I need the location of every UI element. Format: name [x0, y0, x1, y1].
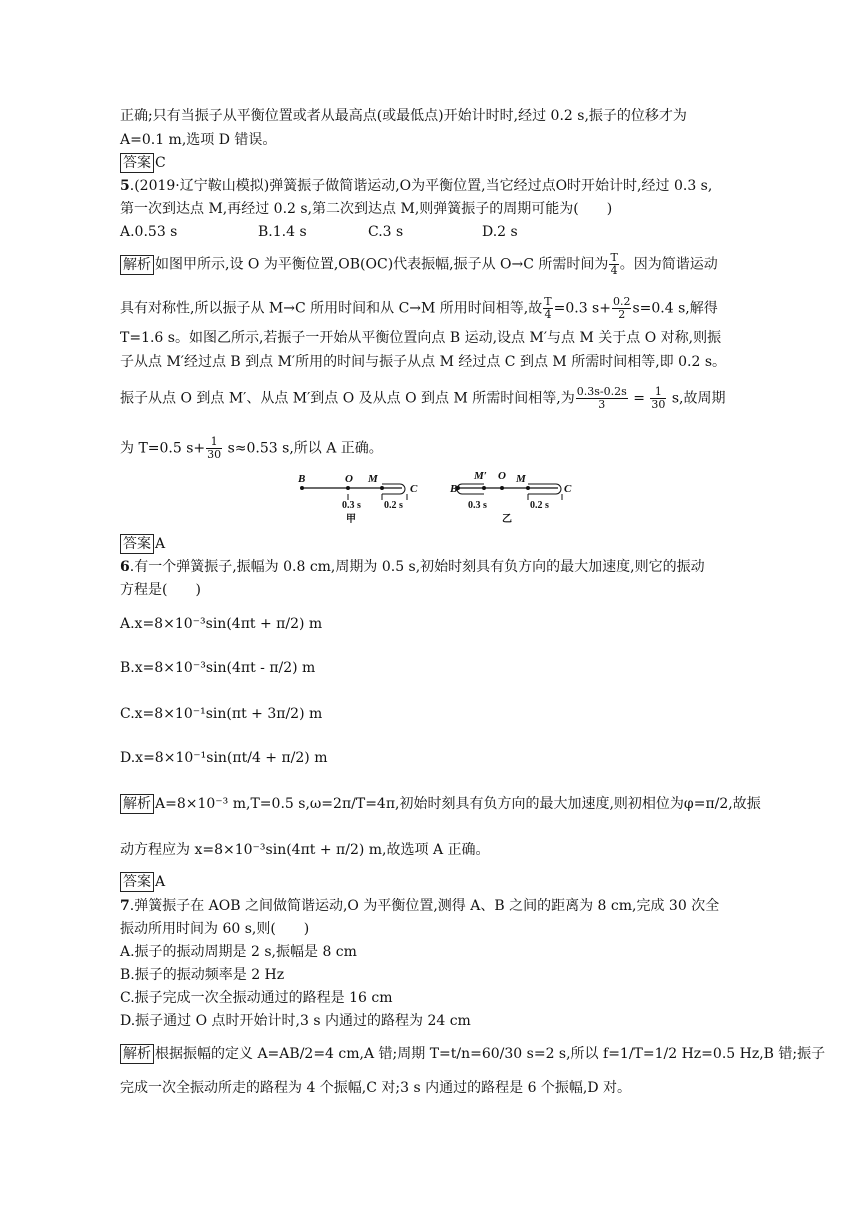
q4-answer: C [155, 155, 166, 171]
q5-analysis-5a: 振子从点 O 到点 M′、从点 M′到点 O 及从点 O 到点 M 所需时间相等,为 [120, 390, 575, 407]
point-m-yi [526, 486, 530, 490]
q5-analysis-line-3: T=1.6 s。如图乙所示,若振子一开始从平衡位置向点 B 运动,设点 M′与点 M 关于点 O 对称,则振 [120, 330, 722, 346]
loop-arrow-yi-left [457, 484, 484, 494]
q5-option-a: A.0.53 s [120, 224, 178, 240]
answer-tag: 答案 [120, 872, 154, 892]
q6-answer: A [155, 874, 166, 890]
q7-analysis-line-1 [120, 1044, 826, 1064]
q5-option-c: C.3 s [368, 224, 404, 240]
point-o-jia [346, 486, 350, 490]
q5-analysis-line-6 [120, 436, 748, 461]
prev-analysis-line-2: A=0.1 m,选项 D 错误。 [120, 132, 277, 148]
q7-stem-line-2: 振动所用时间为 60 s,则( ) [120, 921, 310, 937]
q7-analysis-1: 根据振幅的定义 A=AB/2=4 cm,A 错;周期 T=t/n=60/30 s=2 s,所以 f=1/T=1/2 Hz=0.5 Hz,B 错;振子 [155, 1046, 826, 1062]
answer-tag: 答案 [120, 153, 154, 173]
label-mp-yi: M′ [474, 470, 487, 482]
q5-analysis-2b: =0.3 s+ [553, 300, 611, 317]
q6-option-a: A.x=8×10⁻³sin(4πt + π/2) m [120, 616, 323, 632]
q7-number: 7 [120, 898, 130, 914]
q5-answer: A [155, 536, 166, 552]
q5-option-d: D.2 s [482, 224, 518, 240]
analysis-tag: 解析 [120, 255, 154, 275]
q7-option-a: A.振子的振动周期是 2 s,振幅是 8 cm [120, 944, 357, 960]
q5-option-b: B.1.4 s [258, 224, 307, 240]
q6-option-b: B.x=8×10⁻³sin(4πt - π/2) m [120, 660, 316, 676]
loop-arrow-yi-right [528, 484, 561, 494]
q5-analysis-line-4: 子从点 M′经过点 B 到点 M′所用的时间与振子从点 M 经过点 C 到点 M 所需时间相等,即 0.2 s。 [120, 354, 726, 370]
label-yi: 乙 [502, 514, 512, 525]
label-b-yi: B [450, 483, 458, 495]
fraction-1-over-30: $\frac{1}{30}$ [651, 385, 666, 411]
point-m-jia [380, 486, 384, 490]
q6-option-d: D.x=8×10⁻¹sin(πt/4 + π/2) m [120, 750, 328, 766]
fraction-t-over-4: $\frac{T}{4}$ [610, 251, 618, 277]
q5-analysis-6b: s≈0.53 s,所以 A 正确。 [227, 440, 383, 457]
label-c-yi: C [564, 483, 572, 495]
q5-analysis-1b: 。因为简谐运动 [619, 256, 718, 273]
q7-stem-1: .弹簧振子在 AOB 之间做简谐运动,O 为平衡位置,测得 A、B 之间的距离为 8 cm,完成 30 次全 [129, 898, 720, 914]
label-03s-yi: 0.3 s [468, 500, 487, 511]
q7-option-c: C.振子完成一次全振动通过的路程是 16 cm [120, 990, 393, 1006]
q6-stem-1: .有一个弹簧振子,振幅为 0.8 cm,周期为 0.5 s,初始时刻具有负方向的最大加速度,则它的振动 [129, 559, 705, 575]
q5-stem-line-1 [120, 176, 748, 196]
label-b-jia: B [298, 473, 306, 485]
q6-analysis-1: A=8×10⁻³ m,T=0.5 s,ω=2π/T=4π,初始时刻具有负方向的最大加速度,则初相位为φ=π/2,故振 [155, 796, 761, 812]
q5-stem-1: .(2019·辽宁鞍山模拟)弹簧振子做简谐运动,O为平衡位置,当它经过点O时开始计时,经过 0.3 s, [129, 178, 713, 194]
q5-answer-row [120, 534, 748, 554]
q6-answer-row [120, 872, 748, 892]
label-m-jia: M [368, 473, 378, 485]
answer-tag: 答案 [120, 534, 154, 554]
label-o-yi: O [498, 470, 506, 482]
q5-analysis-line-1 [120, 252, 748, 277]
q6-option-c: C.x=8×10⁻¹sin(πt + 3π/2) m [120, 706, 323, 722]
prev-analysis-line-1: 正确;只有当振子从平衡位置或者从最高点(或最低点)开始计时时,经过 0.2 s,振子的位移才为 [120, 108, 687, 124]
point-mp-yi [482, 486, 486, 490]
q5-analysis-2a: 具有对称性,所以振子从 M→C 所用时间和从 C→M 所用时间相等,故 [120, 300, 543, 317]
fraction-big: $\frac{0.3s-0.2s}{3}$ [576, 385, 627, 411]
q7-option-b: B.振子的振动频率是 2 Hz [120, 967, 285, 983]
q7-option-d: D.振子通过 O 点时开始计时,3 s 内通过的路程为 24 cm [120, 1013, 471, 1029]
oscillation-diagram [290, 466, 580, 526]
analysis-tag: 解析 [120, 794, 154, 814]
q5-number: 5 [120, 178, 130, 194]
q5-stem-line-2: 第一次到达点 M,再经过 0.2 s,第二次到达点 M,则弹簧振子的周期可能为( ) [120, 201, 613, 217]
fraction-02-over-2: $\frac{0.2}{2}$ [612, 295, 631, 321]
label-03s-jia: 0.3 s [342, 500, 361, 511]
label-02s-yi: 0.2 s [530, 500, 549, 511]
q5-analysis-6a: 为 T=0.5 s+ [120, 440, 206, 457]
label-02s-jia: 0.2 s [384, 500, 403, 511]
q6-stem-line-1 [120, 557, 748, 577]
label-c-jia: C [410, 483, 418, 495]
label-m-yi: M [516, 473, 526, 485]
q6-analysis-line-1 [120, 794, 761, 814]
q6-stem-line-2: 方程是( ) [120, 582, 201, 598]
q5-analysis-1a: 如图甲所示,设 O 为平衡位置,OB(OC)代表振幅,振子从 O→C 所需时间为 [155, 256, 609, 273]
label-o-jia: O [345, 473, 353, 485]
q5-analysis-2c: s=0.4 s,解得 [632, 300, 718, 317]
fraction-1-over-30-b: $\frac{1}{30}$ [207, 435, 222, 461]
point-o-yi [500, 486, 504, 490]
q6-number: 6 [120, 559, 130, 575]
q5-analysis-line-5: 振子从点 O 到点 M′、从点 M′到点 O 及从点 O 到点 M 所需时间相等,为 $\frac{0.3s-0.2s}{3}$ = $\frac{1}{30}$ s,故周期 [120, 385, 726, 411]
point-b-jia [300, 486, 304, 490]
fraction-t-over-4-b: $\frac{T}{4}$ [544, 295, 552, 321]
q5-analysis-5b: s,故周期 [671, 390, 726, 407]
q7-stem-line-1 [120, 896, 748, 916]
q5-analysis-line-2 [120, 296, 748, 321]
label-jia: 甲 [346, 514, 356, 525]
q7-analysis-line-2: 完成一次全振动所走的路程为 4 个振幅,C 对;3 s 内通过的路程是 6 个振幅,D 对。 [120, 1080, 632, 1096]
loop-arrow-jia [382, 484, 405, 494]
q6-analysis-line-2: 动方程应为 x=8×10⁻³sin(4πt + π/2) m,故选项 A 正确。 [120, 842, 490, 858]
q4-answer-row [120, 153, 748, 173]
analysis-tag: 解析 [120, 1044, 154, 1064]
